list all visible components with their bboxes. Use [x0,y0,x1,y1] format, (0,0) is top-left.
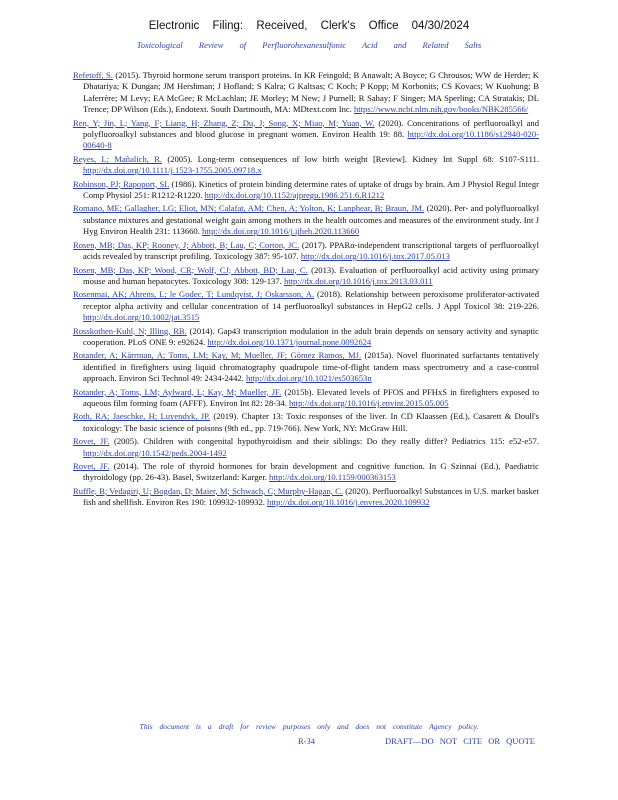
reference-doi-link[interactable]: http://dx.doi.org/10.1542/peds.2004-1492 [83,447,227,458]
reference-entry [73,461,539,484]
page-number: R-34 [298,736,315,746]
reference-entry [73,411,539,434]
reference-doi-link[interactable]: http://dx.doi.org/10.1371/journal.pone.0092624 [207,336,372,347]
reference-doi-link[interactable]: http://dx.doi.org/10.1016/j.tox.2013.03.011 [283,275,433,286]
reference-citation-text: (2014). The role of thyroid hormones for brain development and cognitive function. In G Szinnai (Ed.), Paediatric thyroidology (pp. 26-43). Basel, Switzerland: Karger. [83,461,539,483]
reference-authors-link[interactable]: Rosskothen-Kuhl, N; Illing, RB. [73,325,187,336]
reference-entry [73,179,539,202]
reference-citation-text: (2015a). Novel fluorinated surfactants tentatively identified in firefighters using liquid chromatography quadrupole time-of-flight tandem mass spectrometry and a case-control approach. Environ Sci Technol 49: 2434-2442. [83,350,539,384]
reference-doi-link[interactable]: http://dx.doi.org/10.1186/s12940-020-00640-8 [83,129,539,151]
reference-citation-text: (2013). Evaluation of perfluoroalkyl acid activity using primary mouse and human hepatocytes. Toxicology 308: 129-137. [83,264,539,286]
reference-entry [73,350,539,384]
reference-doi-link[interactable]: http://dx.doi.org/10.1159/000363153 [269,472,396,483]
reference-authors-link[interactable]: Reyes, L; Mañalich, R. [73,153,163,164]
reference-authors-link[interactable]: Rovet, JF. [73,436,110,447]
reference-citation-text: (2020). Per- and polyfluoroalkyl substance mixtures and gestational weight gain among mothers in the health outcomes and measures of the environment study. Int J Hyg Environ Health 231: 113660. [83,203,539,237]
reference-authors-link[interactable]: Rosen, MB; Das, KP; Wood, CR; Wolf, CJ; Abbott, BD; Lau, C. [73,264,308,275]
reference-citation-text: (2015b). Elevated levels of PFOS and PFHxS in firefighters exposed to aqueous film forming foam (AFFF). Environ Int 82: 28-34. [83,386,539,408]
reference-citation-text: (2005). Long-term consequences of low birth weight [Review]. Kidney Int Suppl 68: S107-S111. [162,153,539,164]
reference-authors-link[interactable]: Refetoff, S. [73,70,113,80]
reference-authors-link[interactable]: Rotander, A; Toms, LM; Aylward, L; Kay, M; Mueller, JF. [73,386,282,397]
reference-authors-link[interactable]: Rosen, MB; Das, KP; Rooney, J; Abbott, B; Lau, C; Corton, JC. [73,239,300,250]
draft-notice: DRAFT—DO NOT CITE OR QUOTE [385,736,535,746]
reference-citation-text: (1986). Kinetics of protein binding determine rates of uptake of drugs by brain. Am J Physiol Regul Integr Comp Physiol 251: R1212-R1220. [83,178,539,201]
reference-entry [73,265,539,288]
filing-stamp: Electronic Filing: Received, Clerk's Office 04/30/2024 [148,20,470,32]
reference-citation-text: (2020). Concentrations of perfluoroalkyl and polyfluoroalkyl substances and blood glucose in pregnant women. Environ Health 19: 88. [83,117,539,140]
draft-disclaimer: This document is a draft for review purposes only and does not constitute Agency policy. [139,722,479,731]
reference-citation-text: (2015). Thyroid hormone serum transport proteins. In KR Feingold; B Anawalt; A Boyce; G Chrousos; WW de Herder; K Dhatariya; K Dungan; JM Hershman; J Hofland; S Kalra; G Kaltsas; C Koch; P Kopp; M Korbonits; CS Kovacs; W Kuohung; B Laferrère; M Levy; EA McGee; R McLachlan; JE Morley; M New; J Purnell; R Sahay; F Singer; MA Sperling; CA Stratakis; DL Trence; DP Wilson (Eds.), Endotext. South Dartmouth, MA: MDtext.com Inc. [83,70,539,115]
reference-doi-link[interactable]: http://dx.doi.org/10.1111/j.1523-1755.2005.09718.x [83,165,262,176]
reference-authors-link[interactable]: Ruffle, B; Vedagiri, U; Bogdan, D; Maier, M; Schwach, C; Murphy-Hagan, C. [73,485,343,496]
reference-entry [73,70,539,116]
reference-entry [73,436,539,459]
reference-citation-text: (2018). Relationship between peroxisome proliferator-activated receptor alpha activity and cellular concentration of 14 perfluoroalkyl substances in HepG2 cells. J Appl Toxicol 38: 219-226. [83,289,539,311]
reference-entry [73,387,539,410]
reference-authors-link[interactable]: Rosenmai, AK; Ahrens, L; le Godec, T; Lundqvist, J; Oskarsson, A. [73,289,315,300]
reference-authors-link[interactable]: Robinson, PJ; Rapoport, SI. [73,178,170,189]
reference-citation-text: (2017). PPARα-independent transcriptional targets of perfluoroalkyl acids revealed by transcript profiling. Toxicology 387: 95-107. [83,239,539,262]
reference-entry [73,240,539,263]
reference-authors-link[interactable]: Rovet, JF. [73,461,110,471]
reference-authors-link[interactable]: Rotander, A; Kärrman, A; Toms, LM; Kay, M; Mueller, JF; Gómez Ramos, MJ. [73,350,362,361]
document-subtitle: Toxicological Review of Perfluorohexanesulfonic Acid and Related Salts [136,40,482,50]
reference-doi-link[interactable]: http://dx.doi.org/10.1002/jat.3515 [83,312,200,323]
reference-entry [73,203,539,237]
reference-citation-text: (2020). Perfluoroalkyl Substances in U.S. market basket fish and shellfish. Environ Res 190: 109932-109932. [83,485,540,508]
reference-doi-link[interactable]: https://www.ncbi.nlm.nih.gov/books/NBK285566/ [353,104,529,115]
reference-authors-link[interactable]: Ren, Y; Jin, L; Yang, F; Liang, H; Zhang, Z; Du, J; Song, X; Miao, M; Yuan, W. [73,117,375,128]
reference-doi-link[interactable]: http://dx.doi.org/10.1021/es503653n [245,373,372,384]
reference-doi-link[interactable]: http://dx.doi.org/10.1016/j.envint.2015.05.005 [289,397,449,408]
reference-citation-text: (2014). Gap43 transcription modulation in the adult brain depends on sensory activity and synaptic cooperation. PLoS ONE 9: e92624. [83,325,539,347]
reference-entry [73,486,539,509]
reference-citation-text: (2005). Children with congenital hypothyroidism and their siblings: Do they really differ? Pediatrics 115: e52-e57. [109,436,539,447]
reference-authors-link[interactable]: Roth, RA; Jaeschke, H; Luyendyk, JP. [73,411,211,422]
reference-authors-link[interactable]: Romano, ME; Gallagher, LG; Eliot, MN; Calafat, AM; Chen, A; Yolton, K; Lanphear, B; Braun, JM. [73,203,425,214]
reference-doi-link[interactable]: http://dx.doi.org/10.1152/ajpregu.1986.251.6.R1212 [204,190,385,201]
reference-citation-text: (2019). Chapter 13: Toxic responses of the liver. In CD Klaassen (Ed.), Casarett & Doull's toxicology: The basic science of poisons (9th ed., pp. 719-766). New York, NY: McGraw Hill. [83,411,540,433]
reference-entry [73,154,539,177]
reference-entry [73,326,539,349]
reference-entry [73,289,539,323]
reference-doi-link[interactable]: http://dx.doi.org/10.1016/j.tox.2017.05.013 [300,251,450,262]
reference-entry [73,118,539,152]
reference-doi-link[interactable]: http://dx.doi.org/10.1016/j.envres.2020.109932 [267,497,430,508]
reference-list [73,70,539,511]
reference-doi-link[interactable]: http://dx.doi.org/10.1016/j.ijheh.2020.113660 [202,226,360,237]
